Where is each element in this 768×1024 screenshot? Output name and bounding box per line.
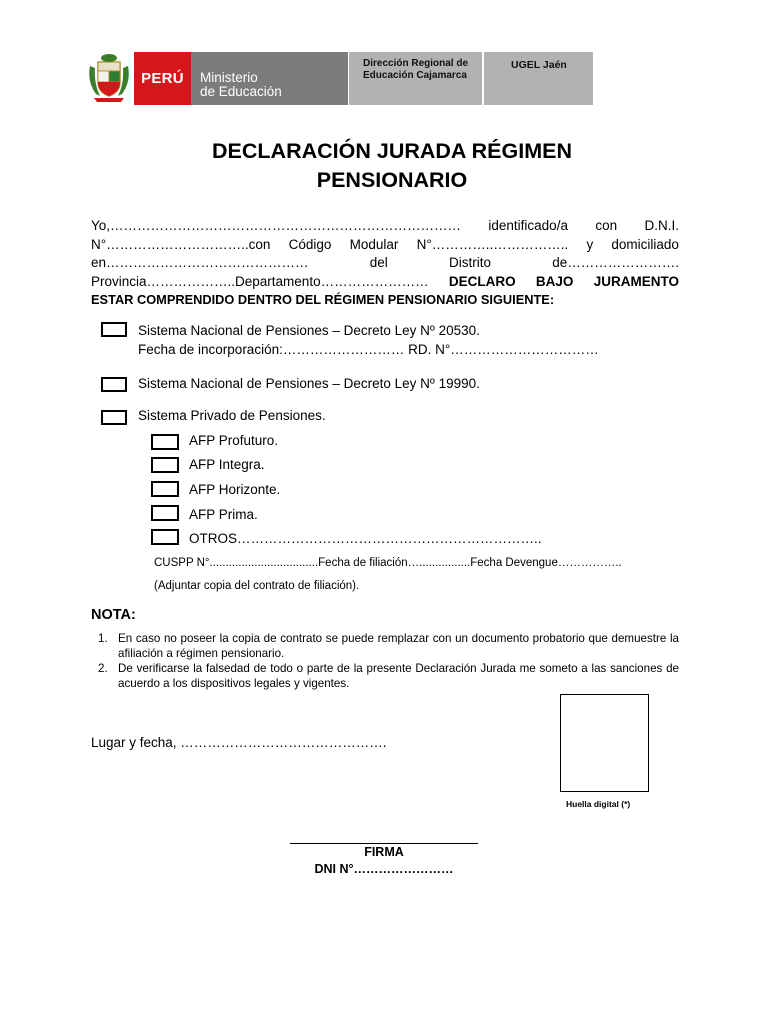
ugel-label: UGEL Jaén — [511, 59, 567, 71]
otros-label: OTROS………………………………………………………….. — [189, 531, 542, 546]
declaration-word: del — [369, 255, 388, 271]
provincia-departamento-field: Provincia………………..Departamento…………………… — [91, 273, 429, 289]
signature-label: FIRMA — [364, 845, 404, 859]
yo-field: Yo,…………………………………………………………………… — [91, 218, 462, 233]
nota-list — [98, 632, 679, 692]
signature-line — [290, 843, 478, 844]
checkbox-afp-profuturo[interactable] — [151, 434, 179, 450]
checkbox-afp-horizonte[interactable] — [151, 481, 179, 497]
afp-horizonte-label: AFP Horizonte. — [189, 482, 281, 497]
signature-dni: DNI N°…………………… — [314, 862, 454, 876]
declaration-paragraph — [91, 217, 679, 310]
distrito-field: de……………………. — [552, 255, 679, 271]
dre-line1: Dirección Regional de — [363, 58, 469, 69]
dni-field: N°…………………………..con — [91, 236, 271, 252]
declaration-line — [91, 217, 679, 236]
nota-heading: NOTA: — [91, 607, 136, 623]
nota-item-text: De verificarse la falsedad de todo o parte de la presente Declaración Jurada me someto a las sanciones de acuerdo a los dispositivos legales y vigentes. — [118, 662, 679, 690]
title-line1: DECLARACIÓN JURADA RÉGIMEN — [212, 139, 572, 163]
declaration-statement: ESTAR COMPRENDIDO DENTRO DEL RÉGIMEN PENSIONARIO SIGUIENTE: — [91, 292, 555, 308]
nota-item-number: 1. — [98, 632, 108, 645]
declaration-word: JURAMENTO — [593, 273, 679, 289]
afp-prima-label: AFP Prima. — [189, 507, 258, 522]
title-line2: PENSIONARIO — [316, 168, 468, 192]
declaration-word: con — [595, 218, 618, 233]
afp-integra-label: AFP Integra. — [189, 457, 265, 472]
dre-block — [349, 52, 482, 105]
checkbox-spp[interactable] — [101, 410, 127, 425]
declaration-word: Distrito — [448, 255, 491, 271]
declaration-line — [91, 236, 679, 255]
ministerio-block — [191, 52, 348, 105]
option-snp-19990-label: Sistema Nacional de Pensiones – Decreto Ley Nº 19990. — [138, 376, 480, 391]
option-snp-20530-label: Sistema Nacional de Pensiones – Decreto Ley Nº 20530. — [138, 323, 480, 338]
declaration-word: identificado/a — [488, 218, 568, 233]
afp-profuturo-label: AFP Profuturo. — [189, 433, 279, 448]
dre-line2: Educación Cajamarca — [363, 70, 467, 81]
nota-item-text: En caso no poseer la copia de contrato se puede remplazar con un documento probatorio que demuestre la afiliación a régimen pensionario. — [118, 632, 679, 660]
ministerio-line2: de Educación — [200, 84, 282, 99]
snp-20530-details: Fecha de incorporación:……………………… RD. N°…………………………… — [138, 342, 599, 357]
ministerio-line1: Ministerio — [200, 70, 258, 85]
peru-brand-text: PERÚ — [141, 70, 184, 87]
declaration-line — [91, 273, 679, 292]
declaration-word: D.N.I. — [644, 218, 679, 233]
lugar-fecha-field: Lugar y fecha, ………………………………………. — [91, 735, 387, 750]
checkbox-afp-integra[interactable] — [151, 457, 179, 473]
ugel-block — [484, 52, 593, 105]
declaration-line — [91, 254, 679, 273]
fingerprint-box — [560, 694, 649, 792]
nota-item-number: 2. — [98, 662, 108, 675]
declaration-word: Código — [288, 236, 332, 252]
checkbox-otros[interactable] — [151, 529, 179, 545]
document-title — [0, 137, 768, 195]
peru-coat-of-arms-icon — [86, 52, 132, 104]
cuspp-line: CUSPP N°..................................Fecha de filiación…................Fecha Devengue…………….. — [154, 557, 622, 569]
nota-item — [98, 662, 679, 691]
declaration-word: BAJO — [535, 273, 574, 289]
declaration-word: DECLARO — [448, 273, 516, 289]
declaration-word: y — [586, 236, 594, 252]
checkbox-snp-20530[interactable] — [101, 322, 127, 337]
option-spp-label: Sistema Privado de Pensiones. — [138, 408, 326, 423]
declaration-word: Modular — [349, 236, 399, 252]
codigo-modular-field: N°…………..…………….. — [416, 236, 569, 252]
nota-item — [98, 632, 679, 661]
fingerprint-label: Huella digital (*) — [566, 799, 631, 809]
checkbox-snp-19990[interactable] — [101, 377, 127, 392]
domicilio-field: en……………………………………… — [91, 255, 309, 271]
declaration-word: domiciliado — [611, 236, 679, 252]
checkbox-afp-prima[interactable] — [151, 505, 179, 521]
adjuntar-note: (Adjuntar copia del contrato de filiación). — [154, 580, 360, 592]
peru-brand-block — [134, 52, 191, 105]
